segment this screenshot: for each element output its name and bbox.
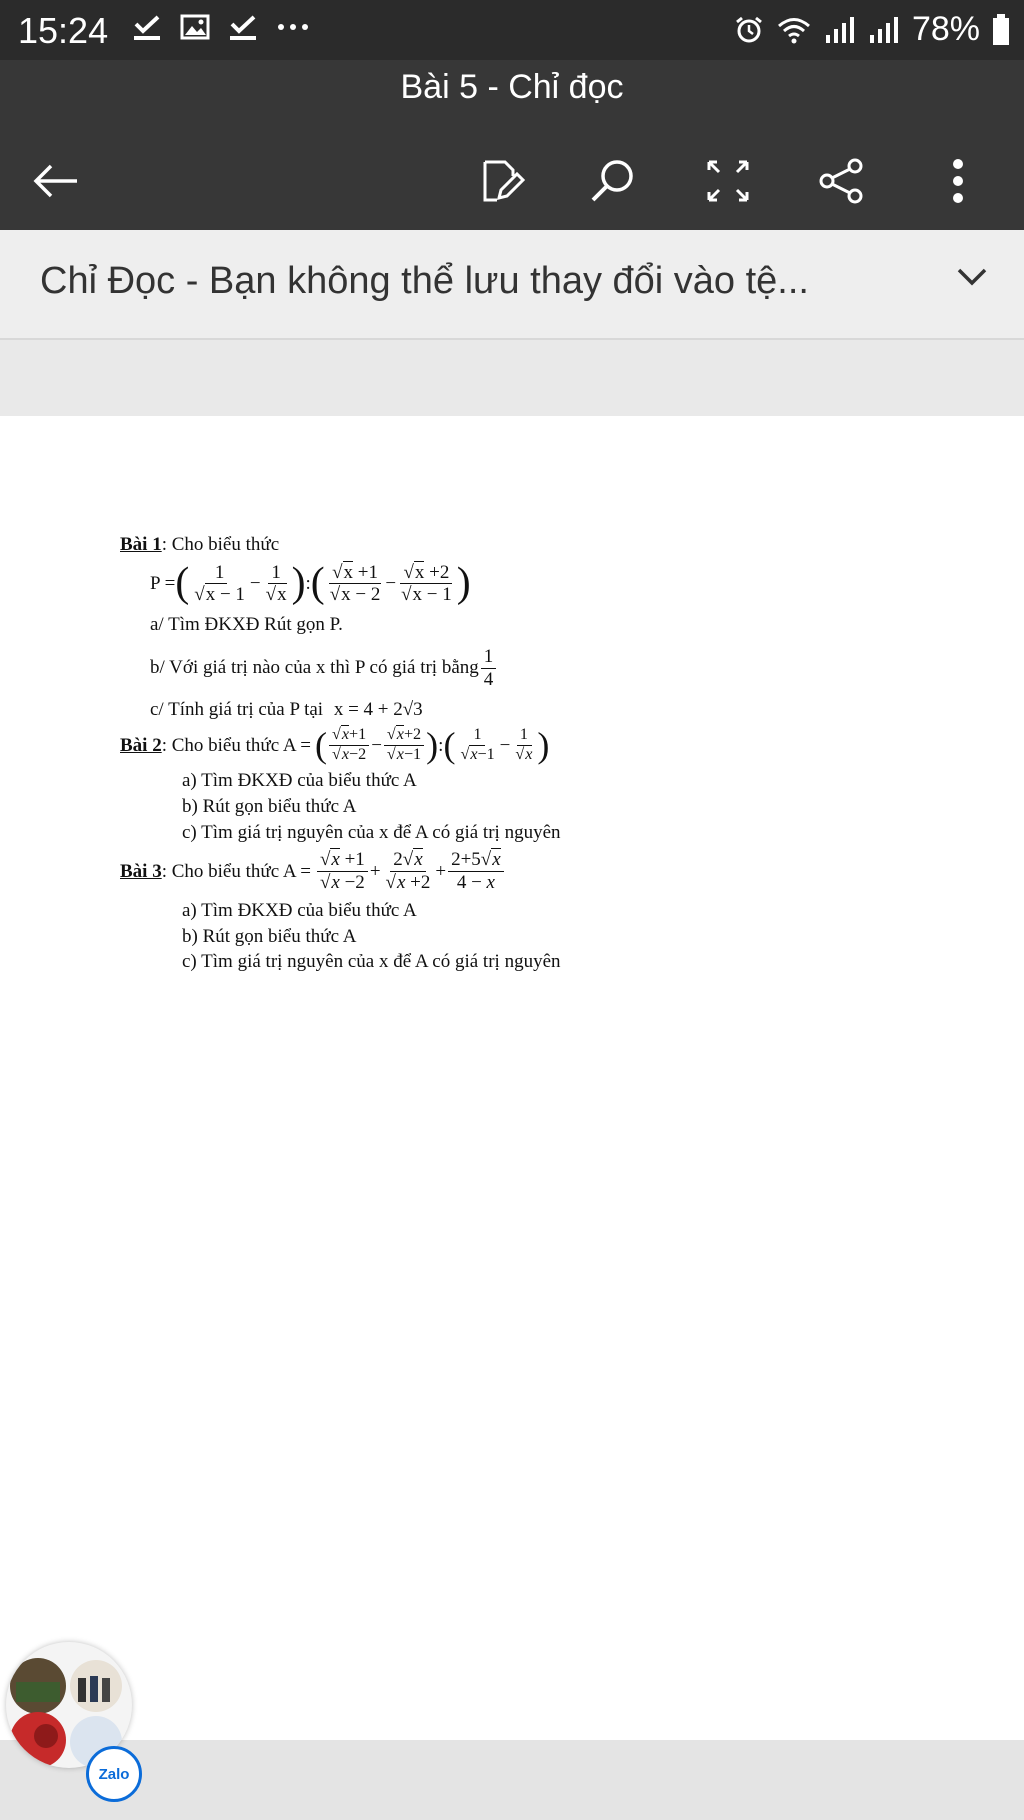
search-button[interactable]	[582, 146, 642, 216]
bai3-part-b: b) Rút gọn biểu thức A	[182, 925, 357, 947]
signal-icon	[824, 15, 856, 45]
signal-icon	[868, 15, 900, 45]
status-time: 15:24	[18, 10, 109, 51]
bai1-part-c	[120, 697, 680, 723]
document-title: Bài 5 - Chỉ đọc	[400, 68, 624, 106]
bai1-label: Bài 1	[120, 534, 162, 555]
bai1-title: : Cho biểu thức	[161, 534, 280, 555]
battery-percent: 78%	[911, 10, 980, 48]
battery-icon	[992, 14, 1010, 46]
read-only-message: Chỉ Đọc - Bạn không thể lưu thay đổi vào tệ...	[40, 260, 809, 302]
back-arrow-icon	[31, 161, 81, 201]
bai1-formula: P = ( $\frac{1}{√x - 1}$ − $\frac{1}{√x}$ ) : ( $\frac{√x +1}{√x - 2}$ − $\frac{√x +2}{√x - 1}$ )	[150, 560, 471, 607]
more-notifications-icon	[276, 22, 310, 32]
document-content	[120, 532, 680, 975]
bai1-part-b-text: b/ Với giá trị nào của x thì P có giá trị bằng	[150, 657, 479, 679]
read-only-banner[interactable]	[0, 230, 1024, 340]
status-right	[734, 10, 1010, 49]
image-icon	[180, 12, 210, 42]
bai2-label: Bài 2	[120, 734, 162, 756]
alarm-icon	[734, 15, 764, 45]
check-download-icon	[132, 12, 162, 42]
bai2-heading: Bài 2 : Cho biểu thức A = ( $\frac{√x+1}{√x-2}$ − $\frac{√x+2}{√x-1}$ ) : ( $\frac{1}{√x-1}$ − $\frac{1}{√x}$ )	[120, 725, 550, 766]
notification-icons	[132, 12, 310, 42]
more-options-button[interactable]	[928, 146, 988, 216]
fullscreen-icon	[705, 158, 751, 204]
zalo-badge[interactable]: Zalo	[86, 1746, 142, 1802]
bai1-heading	[120, 532, 680, 558]
bai1-part-a: a/ Tìm ĐKXĐ Rút gọn P.	[150, 614, 343, 636]
app-bar	[0, 60, 1024, 230]
edit-button[interactable]	[470, 146, 530, 216]
bai3-title: : Cho biểu thức A =	[161, 860, 311, 882]
share-icon	[817, 156, 867, 206]
bai2-part-b: b) Rút gọn biểu thức A	[182, 796, 357, 818]
bai2-title: : Cho biểu thức A =	[161, 734, 311, 756]
fullscreen-button[interactable]	[698, 146, 758, 216]
more-icon	[951, 158, 965, 204]
bai3-heading: Bài 3 : Cho biểu thức A = $\frac{√x +1}{√x -2}$ + $\frac{2√x}{√x +2}$ + $\frac{2+5√x}{4 - x}$	[120, 849, 680, 894]
share-button[interactable]	[812, 146, 872, 216]
document-page	[0, 416, 1024, 1740]
bai2-part-a: a) Tìm ĐKXĐ của biểu thức A	[182, 770, 417, 792]
chevron-down-icon[interactable]	[956, 266, 988, 288]
bai3-part-c: c) Tìm giá trị nguyên của x để A có giá trị nguyên	[182, 951, 561, 973]
status-bar	[0, 0, 1024, 60]
bottom-bar	[0, 1740, 1024, 1820]
search-icon	[587, 156, 637, 206]
bai2-part-c: c) Tìm giá trị nguyên của x để A có giá trị nguyên	[182, 821, 561, 843]
page-gap	[0, 340, 1024, 416]
bai1-part-b: b/ Với giá trị nào của x thì P có giá trị bằng $\frac{1}{4}$	[120, 646, 680, 691]
edit-icon	[475, 156, 525, 206]
bai3-part-a: a) Tìm ĐKXĐ của biểu thức A	[182, 900, 417, 922]
bai1-part-c-text: c/ Tính giá trị của P tại	[150, 698, 324, 720]
wifi-icon	[776, 15, 812, 45]
bai1-part-c-expr: x = 4 + 2√3	[333, 698, 423, 720]
back-button[interactable]	[26, 146, 86, 216]
bai3-label: Bài 3	[120, 860, 162, 882]
check-download-icon	[228, 12, 258, 42]
